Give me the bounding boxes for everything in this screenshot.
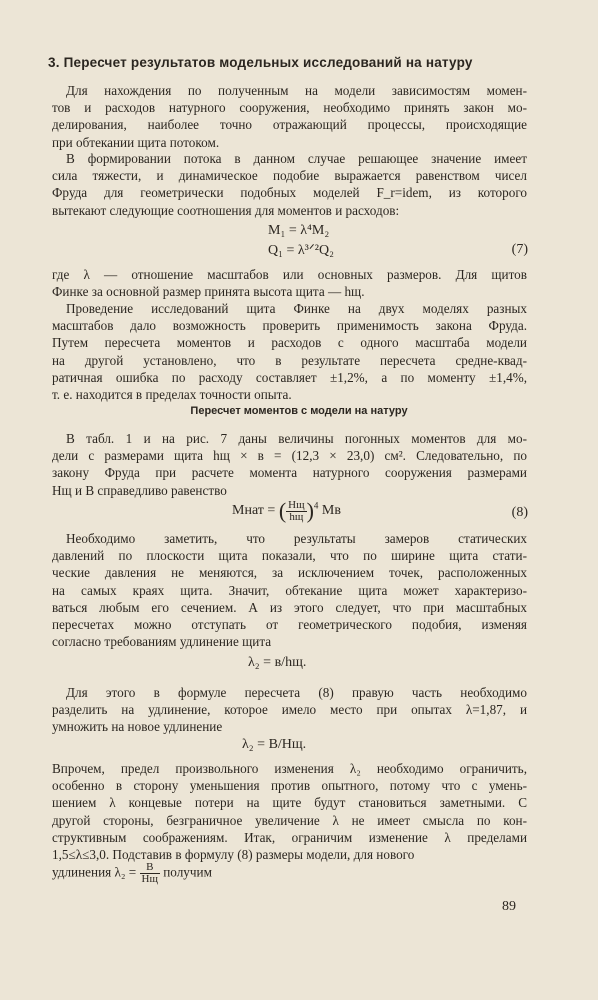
paren-right: ): [306, 498, 314, 523]
formula-7a: M₁ = λ⁴M₂: [268, 223, 330, 238]
text-line: Проведение исследований щита Финке на двух моделях разных: [66, 301, 527, 316]
text-line: В формировании потока в данном случае решающее значение имеет: [66, 151, 527, 166]
text-line: умножить на новое удлинение: [52, 719, 223, 735]
final-fraction: [140, 862, 160, 885]
subheading: Пересчет моментов с модели на натуру: [190, 405, 408, 417]
fraction-denominator: Hщ: [141, 873, 158, 885]
text-line: т. е. находится в пределах точности опыта.: [52, 387, 292, 403]
paragraph-2: [52, 150, 527, 219]
text-line: Необходимо заметить, что результаты замеров статических: [66, 531, 527, 546]
text-line: при обтекании щита потоком.: [52, 134, 220, 150]
text-line: В табл. 1 и на рис. 7 даны величины погонных моментов для мо-: [66, 431, 527, 446]
text-line: тов и расходов натурного сооружения, необходимо принять закон мо-: [52, 100, 527, 116]
text-line: согласно требованиям удлинение щита: [52, 634, 272, 650]
text-line: структивным соображениям. Итак, ограничим изменение λ пределами: [52, 829, 527, 845]
text-line: вытекают следующие соотношения для моментов и расходов:: [52, 202, 400, 218]
final-suffix: получим: [163, 864, 212, 880]
final-line: [52, 862, 212, 885]
final-prefix: удлинения λ₂ =: [52, 864, 137, 880]
text-line: Для этого в формуле пересчета (8) правую часть необходимо: [66, 685, 527, 700]
formula-9: λ₂ = в/hщ.: [248, 655, 307, 670]
formula-8-fraction: [286, 500, 306, 523]
text-line: Для нахождения по полученным на модели зависимостям момен-: [66, 83, 527, 98]
text-line: ваться любым его сечением. А из этого следует, что при масштабных: [52, 599, 527, 615]
text-line: Hщ и B справедливо равенство: [52, 482, 227, 498]
paragraph-8: [52, 760, 527, 863]
paragraph-3: [52, 266, 527, 300]
text-line: делирования, наиболее точно отражающий процессы, происходящие: [52, 117, 527, 133]
paragraph-5: [52, 430, 527, 499]
formula-8-exponent: 4: [313, 500, 319, 511]
paragraph-4: [52, 300, 527, 403]
equation-number-8: (8): [511, 505, 528, 520]
text-line: где λ — отношение масштабов или основных размеров. Для щитов: [52, 267, 527, 282]
text-line: сила тяжести, и динамическое подобие выражается равенством чисел: [52, 168, 527, 184]
formula-7b: Q₁ = λ³ᐟ²Q₂: [268, 243, 334, 258]
formula-8-lhs: Mнат =: [232, 503, 276, 519]
equation-number-7: (7): [511, 242, 528, 257]
text-line: ратичная ошибка по расходу составляет ±1,2%, а по моменту ±1,4%,: [52, 369, 527, 385]
text-line: Финке за основной размер принята высота щита — hщ.: [52, 284, 365, 300]
text-line: Путем пересчета моментов и расходов с одного масштаба модели: [52, 335, 527, 351]
formula-10: λ₂ = B/Hщ.: [242, 737, 307, 752]
text-line: дели с размерами щита hщ × в = (12,3 × 23,0) см². Следовательно, по: [52, 448, 527, 464]
page-number: 89: [502, 899, 516, 914]
text-line: масштабов дало возможность проверить применимость закона Фруда.: [52, 318, 527, 334]
text-line: Фруда для геометрически подобных моделей F_r=idem, из которого: [52, 185, 527, 201]
text-line: 1,5≤λ≤3,0. Подставив в формулу (8) размеры модели, для нового: [52, 847, 415, 863]
fraction-denominator: hщ: [289, 510, 304, 523]
text-line: на другой установлено, что в результате пересчета средне-квад-: [52, 352, 527, 368]
text-line: на самых краях щита. Значит, обтекание щита может характеризо-: [52, 582, 527, 598]
paragraph-7: [52, 684, 527, 736]
text-line: разделить на удлинение, которое имело место при опытах λ=1,87, и: [52, 702, 527, 718]
fraction-numerator: B: [140, 862, 160, 874]
text-line: другой стороны, безграничное увеличение λ не имеет смысла по кон-: [52, 812, 527, 828]
text-line: Впрочем, предел произвольного изменения λ₂ необходимо ограничить,: [52, 761, 527, 776]
paragraph-6: [52, 530, 527, 650]
section-heading: 3. Пересчет результатов модельных исследований на натуру: [48, 55, 473, 70]
text-line: шением λ концевые потери на щите будут становиться заметными. С: [52, 795, 527, 811]
formula-8-rhs: Mв: [321, 503, 341, 519]
text-line: пересчетах можно отступать от геометрического подобия, изменяя: [52, 617, 527, 633]
text-line: давлений по плоскости щита показали, что по ширине щита стати-: [52, 548, 527, 564]
text-line: особенно в сторону уменьшения против опытного, потому что с умень-: [52, 778, 527, 794]
paren-left: (: [278, 498, 287, 523]
text-line: ческие давления не меняются, за исключением точек, расположенных: [52, 565, 527, 581]
formula-8: [232, 498, 341, 524]
text-line: закону Фруда при расчете момента натурного сооружения размерами: [52, 465, 527, 481]
fraction-numerator: Hщ: [288, 498, 305, 511]
paragraph-1: [52, 82, 527, 151]
